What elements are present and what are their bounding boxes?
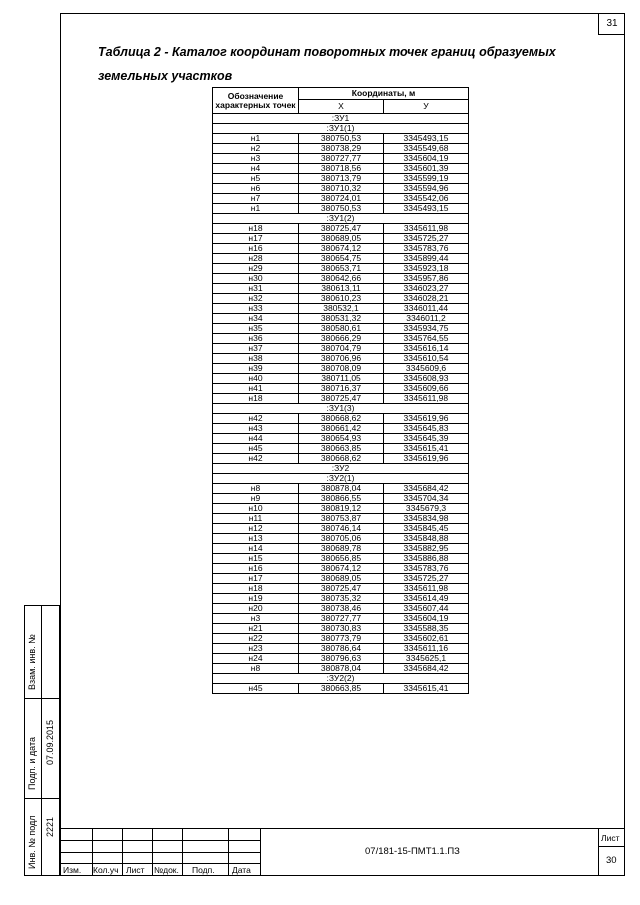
table-row xyxy=(213,254,469,264)
stamp-izm: Изм. xyxy=(63,865,82,875)
table-row xyxy=(213,204,469,214)
table-row xyxy=(213,284,469,294)
table-row xyxy=(213,424,469,434)
point-cell: н29 xyxy=(213,264,299,274)
point-cell: н42 xyxy=(213,414,299,424)
table-row xyxy=(213,274,469,284)
y-cell: 3345609,6 xyxy=(384,364,469,374)
point-cell: н1 xyxy=(213,204,299,214)
x-cell: 380666,29 xyxy=(299,334,384,344)
table-row xyxy=(213,644,469,654)
table-title: Таблица 2 - Каталог координат поворотных точек границ образуемых земельных участков xyxy=(98,45,556,83)
x-cell: 380689,05 xyxy=(299,574,384,584)
table-row xyxy=(213,294,469,304)
section-row xyxy=(213,124,469,134)
point-cell: н38 xyxy=(213,354,299,364)
x-cell: 380674,12 xyxy=(299,564,384,574)
table-row xyxy=(213,244,469,254)
point-cell: н45 xyxy=(213,444,299,454)
y-cell: 3345848,88 xyxy=(384,534,469,544)
x-cell: 380724,01 xyxy=(299,194,384,204)
table-row xyxy=(213,434,469,444)
table-row xyxy=(213,174,469,184)
point-cell: н11 xyxy=(213,514,299,524)
document-code: 07/181-15-ПМТ1.1.ПЗ xyxy=(365,846,460,857)
y-cell: 3345845,45 xyxy=(384,524,469,534)
table-row xyxy=(213,584,469,594)
y-cell: 3345601,39 xyxy=(384,164,469,174)
x-cell: 380750,53 xyxy=(299,204,384,214)
y-cell: 3345619,96 xyxy=(384,454,469,464)
point-cell: н45 xyxy=(213,684,299,694)
y-cell: 3345783,76 xyxy=(384,564,469,574)
point-cell: н1 xyxy=(213,134,299,144)
table-row xyxy=(213,264,469,274)
y-cell: 3345611,98 xyxy=(384,584,469,594)
y-cell: 3345645,83 xyxy=(384,424,469,434)
y-cell: 3345783,76 xyxy=(384,244,469,254)
title-block xyxy=(60,828,625,876)
header-point: Обозначение характерных точек xyxy=(213,88,299,114)
point-cell: н9 xyxy=(213,494,299,504)
y-cell: 3345549,68 xyxy=(384,144,469,154)
section-label: :ЗУ1(2) xyxy=(213,214,469,224)
y-cell: 3345604,19 xyxy=(384,614,469,624)
y-cell: 3345684,42 xyxy=(384,664,469,674)
point-cell: н31 xyxy=(213,284,299,294)
y-cell: 3345607,44 xyxy=(384,604,469,614)
table-row xyxy=(213,654,469,664)
y-cell: 3345615,41 xyxy=(384,684,469,694)
table-row xyxy=(213,374,469,384)
point-cell: н39 xyxy=(213,364,299,374)
point-cell: н42 xyxy=(213,454,299,464)
vzam-label: Взам. инв. № xyxy=(27,634,37,690)
y-cell: 3346011,2 xyxy=(384,314,469,324)
sheet-label: Лист xyxy=(601,833,620,843)
x-cell: 380819,12 xyxy=(299,504,384,514)
y-cell: 3345899,44 xyxy=(384,254,469,264)
table-row xyxy=(213,164,469,174)
x-cell: 380796,63 xyxy=(299,654,384,664)
x-cell: 380725,47 xyxy=(299,394,384,404)
x-cell: 380663,85 xyxy=(299,444,384,454)
point-cell: н21 xyxy=(213,624,299,634)
point-cell: н18 xyxy=(213,224,299,234)
x-cell: 380706,96 xyxy=(299,354,384,364)
point-cell: н41 xyxy=(213,384,299,394)
table-row xyxy=(213,184,469,194)
y-cell: 3345614,49 xyxy=(384,594,469,604)
point-cell: н24 xyxy=(213,654,299,664)
table-row xyxy=(213,604,469,614)
side-strip xyxy=(24,605,60,876)
table-row xyxy=(213,534,469,544)
section-row xyxy=(213,474,469,484)
point-cell: н37 xyxy=(213,344,299,354)
point-cell: н12 xyxy=(213,524,299,534)
table-row xyxy=(213,684,469,694)
section-label: :ЗУ2(1) xyxy=(213,474,469,484)
y-cell: 3346011,44 xyxy=(384,304,469,314)
table-row xyxy=(213,144,469,154)
table-row xyxy=(213,384,469,394)
y-cell: 3345493,15 xyxy=(384,134,469,144)
point-cell: н5 xyxy=(213,174,299,184)
x-cell: 380750,53 xyxy=(299,134,384,144)
point-cell: н8 xyxy=(213,484,299,494)
y-cell: 3345684,42 xyxy=(384,484,469,494)
section-label: :ЗУ1(3) xyxy=(213,404,469,414)
y-cell: 3345588,35 xyxy=(384,624,469,634)
point-cell: н3 xyxy=(213,154,299,164)
y-cell: 3345645,39 xyxy=(384,434,469,444)
inv-number: 2221 xyxy=(45,816,55,837)
y-cell: 3345923,18 xyxy=(384,264,469,274)
section-row xyxy=(213,464,469,474)
table-row xyxy=(213,664,469,674)
x-cell: 380663,85 xyxy=(299,684,384,694)
stamp-data: Дата xyxy=(232,865,251,875)
coordinates-table xyxy=(212,87,469,694)
point-cell: н23 xyxy=(213,644,299,654)
y-cell: 3345493,15 xyxy=(384,204,469,214)
x-cell: 380711,05 xyxy=(299,374,384,384)
x-cell: 380738,46 xyxy=(299,604,384,614)
table-row xyxy=(213,634,469,644)
point-cell: н18 xyxy=(213,584,299,594)
sheet-number: 30 xyxy=(606,855,617,866)
x-cell: 380610,23 xyxy=(299,294,384,304)
x-cell: 380878,04 xyxy=(299,484,384,494)
y-cell: 3345616,14 xyxy=(384,344,469,354)
point-cell: н16 xyxy=(213,564,299,574)
x-cell: 380735,32 xyxy=(299,594,384,604)
x-cell: 380710,32 xyxy=(299,184,384,194)
table-row xyxy=(213,444,469,454)
x-cell: 380532,1 xyxy=(299,304,384,314)
point-cell: н33 xyxy=(213,304,299,314)
table-row xyxy=(213,224,469,234)
point-cell: н2 xyxy=(213,144,299,154)
point-cell: н15 xyxy=(213,554,299,564)
x-cell: 380531,32 xyxy=(299,314,384,324)
y-cell: 3345611,16 xyxy=(384,644,469,654)
table-row xyxy=(213,494,469,504)
table-row xyxy=(213,614,469,624)
y-cell: 3345882,95 xyxy=(384,544,469,554)
stamp-ndok: №док. xyxy=(154,865,179,875)
table-row xyxy=(213,564,469,574)
table-row xyxy=(213,304,469,314)
y-cell: 3345542,06 xyxy=(384,194,469,204)
table-row xyxy=(213,354,469,364)
table-row xyxy=(213,554,469,564)
point-cell: н8 xyxy=(213,664,299,674)
x-cell: 380866,55 xyxy=(299,494,384,504)
x-cell: 380613,11 xyxy=(299,284,384,294)
point-cell: н14 xyxy=(213,544,299,554)
y-cell: 3345604,19 xyxy=(384,154,469,164)
x-cell: 380705,06 xyxy=(299,534,384,544)
y-cell: 3345934,75 xyxy=(384,324,469,334)
point-cell: н19 xyxy=(213,594,299,604)
point-cell: н6 xyxy=(213,184,299,194)
point-cell: н28 xyxy=(213,254,299,264)
y-cell: 3345725,27 xyxy=(384,234,469,244)
point-cell: н20 xyxy=(213,604,299,614)
podp-label: Подп. и дата xyxy=(27,736,37,790)
y-cell: 3345957,86 xyxy=(384,274,469,284)
point-cell: н4 xyxy=(213,164,299,174)
x-cell: 380654,75 xyxy=(299,254,384,264)
table-row xyxy=(213,574,469,584)
point-cell: н43 xyxy=(213,424,299,434)
table-row xyxy=(213,344,469,354)
y-cell: 3345704,34 xyxy=(384,494,469,504)
table-row xyxy=(213,154,469,164)
section-label: :ЗУ2(2) xyxy=(213,674,469,684)
point-cell: н3 xyxy=(213,614,299,624)
point-cell: н16 xyxy=(213,244,299,254)
section-row xyxy=(213,214,469,224)
stamp-kol: Кол.уч xyxy=(93,865,119,875)
x-cell: 380718,56 xyxy=(299,164,384,174)
section-label: :ЗУ1(1) xyxy=(213,124,469,134)
section-label: :ЗУ1 xyxy=(213,114,469,124)
y-cell: 3345725,27 xyxy=(384,574,469,584)
point-cell: н32 xyxy=(213,294,299,304)
x-cell: 380704,79 xyxy=(299,344,384,354)
table-row xyxy=(213,524,469,534)
x-cell: 380713,79 xyxy=(299,174,384,184)
x-cell: 380580,61 xyxy=(299,324,384,334)
table-row xyxy=(213,324,469,334)
point-cell: н13 xyxy=(213,534,299,544)
y-cell: 3345611,98 xyxy=(384,394,469,404)
y-cell: 3345610,54 xyxy=(384,354,469,364)
table-row xyxy=(213,484,469,494)
point-cell: н7 xyxy=(213,194,299,204)
y-cell: 3345886,88 xyxy=(384,554,469,564)
header-coordinates: Координаты, м xyxy=(299,88,469,100)
stamp-list: Лист xyxy=(126,865,145,875)
y-cell: 3345594,96 xyxy=(384,184,469,194)
y-cell: 3345625,1 xyxy=(384,654,469,664)
table-row xyxy=(213,234,469,244)
point-cell: н44 xyxy=(213,434,299,444)
x-cell: 380708,09 xyxy=(299,364,384,374)
x-cell: 380753,87 xyxy=(299,514,384,524)
x-cell: 380878,04 xyxy=(299,664,384,674)
y-cell: 3345679,3 xyxy=(384,504,469,514)
table-row xyxy=(213,134,469,144)
page-number: 31 xyxy=(598,13,625,35)
y-cell: 3346023,27 xyxy=(384,284,469,294)
x-cell: 380730,83 xyxy=(299,624,384,634)
x-cell: 380668,62 xyxy=(299,454,384,464)
x-cell: 380786,64 xyxy=(299,644,384,654)
table-row xyxy=(213,194,469,204)
point-cell: н36 xyxy=(213,334,299,344)
point-cell: н35 xyxy=(213,324,299,334)
inv-label: Инв. № подл xyxy=(27,815,37,869)
section-row xyxy=(213,404,469,414)
point-cell: н30 xyxy=(213,274,299,284)
table-row xyxy=(213,514,469,524)
x-cell: 380689,78 xyxy=(299,544,384,554)
y-cell: 3345609,66 xyxy=(384,384,469,394)
x-cell: 380738,29 xyxy=(299,144,384,154)
x-cell: 380727,77 xyxy=(299,614,384,624)
x-cell: 380773,79 xyxy=(299,634,384,644)
point-cell: н18 xyxy=(213,394,299,404)
x-cell: 380716,37 xyxy=(299,384,384,394)
x-cell: 380725,47 xyxy=(299,224,384,234)
x-cell: 380746,14 xyxy=(299,524,384,534)
section-label: :ЗУ2 xyxy=(213,464,469,474)
y-cell: 3345602,61 xyxy=(384,634,469,644)
table-row xyxy=(213,454,469,464)
y-cell: 3345611,98 xyxy=(384,224,469,234)
table-row xyxy=(213,314,469,324)
podp-date: 07.09.2015 xyxy=(45,719,55,765)
header-x: Х xyxy=(299,100,384,114)
point-cell: н34 xyxy=(213,314,299,324)
y-cell: 3345615,41 xyxy=(384,444,469,454)
y-cell: 3346028,21 xyxy=(384,294,469,304)
table-row xyxy=(213,414,469,424)
point-cell: н22 xyxy=(213,634,299,644)
x-cell: 380727,77 xyxy=(299,154,384,164)
x-cell: 380656,85 xyxy=(299,554,384,564)
point-cell: н17 xyxy=(213,574,299,584)
header-y: У xyxy=(384,100,469,114)
point-cell: н17 xyxy=(213,234,299,244)
table-row xyxy=(213,624,469,634)
x-cell: 380725,47 xyxy=(299,584,384,594)
y-cell: 3345764,55 xyxy=(384,334,469,344)
section-row xyxy=(213,114,469,124)
table-row xyxy=(213,364,469,374)
stamp-podp: Подп. xyxy=(192,865,215,875)
x-cell: 380689,05 xyxy=(299,234,384,244)
table-row xyxy=(213,394,469,404)
x-cell: 380653,71 xyxy=(299,264,384,274)
table-row xyxy=(213,544,469,554)
y-cell: 3345599,19 xyxy=(384,174,469,184)
y-cell: 3345619,96 xyxy=(384,414,469,424)
x-cell: 380668,62 xyxy=(299,414,384,424)
point-cell: н40 xyxy=(213,374,299,384)
x-cell: 380661,42 xyxy=(299,424,384,434)
x-cell: 380654,93 xyxy=(299,434,384,444)
y-cell: 3345834,98 xyxy=(384,514,469,524)
y-cell: 3345608,93 xyxy=(384,374,469,384)
table-row xyxy=(213,334,469,344)
table-row xyxy=(213,594,469,604)
point-cell: н10 xyxy=(213,504,299,514)
x-cell: 380642,66 xyxy=(299,274,384,284)
table-row xyxy=(213,504,469,514)
x-cell: 380674,12 xyxy=(299,244,384,254)
section-row xyxy=(213,674,469,684)
